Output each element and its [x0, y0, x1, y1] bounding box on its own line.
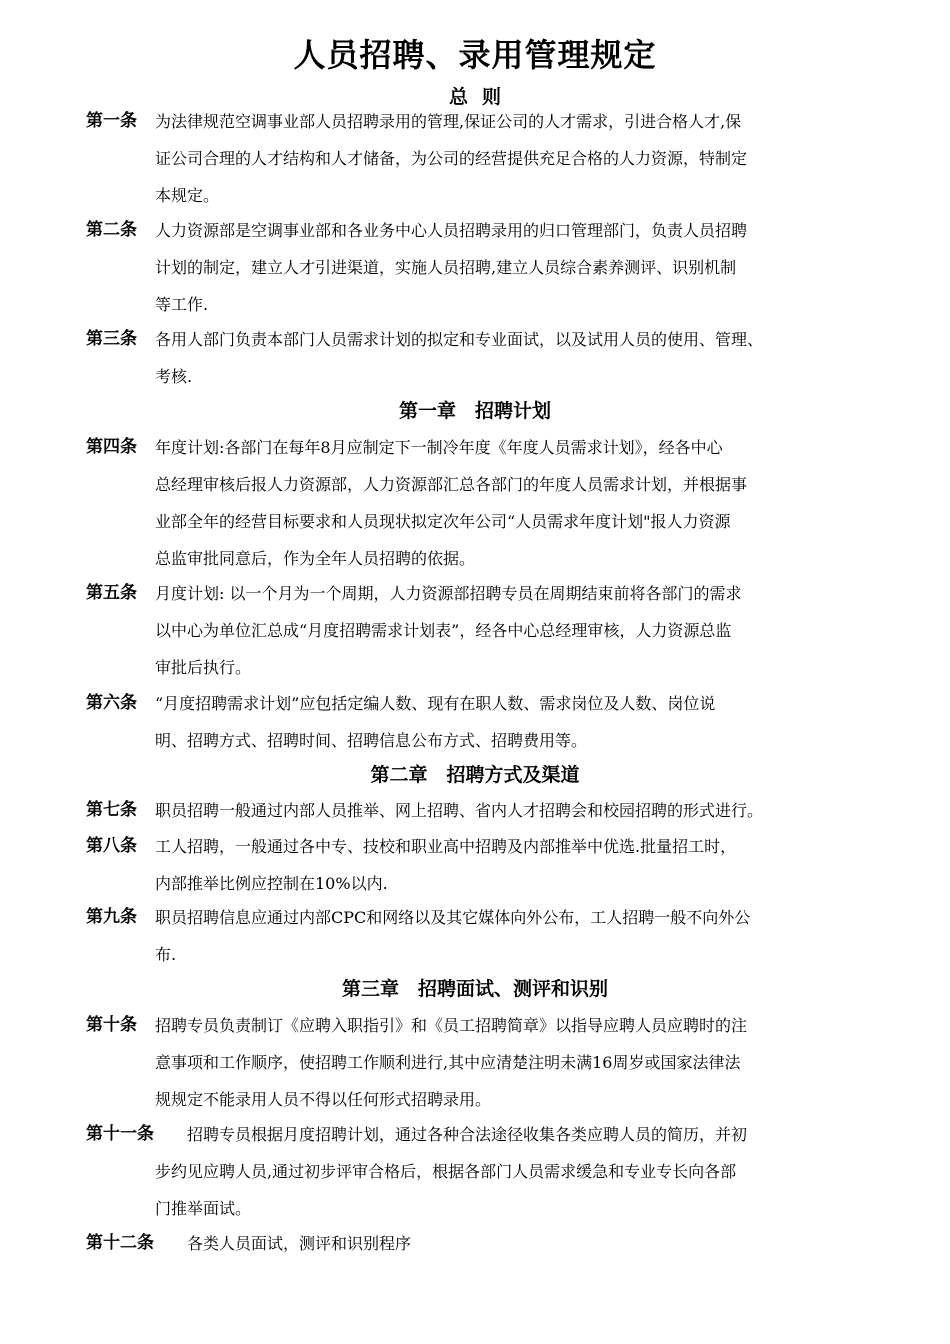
article-label: 第十条: [86, 1015, 137, 1035]
article-text-line: 内部推举比例应控制在10%以内.: [155, 874, 388, 893]
article-text-line: 步约见应聘人员,通过初步评审合格后，根据各部门人员需求缓急和专业专长向各部: [155, 1162, 737, 1181]
article-label: 第八条: [86, 836, 137, 856]
article-8: [86, 828, 886, 902]
article-label: 第六条: [86, 693, 137, 713]
article-text-line: “月度招聘需求计划”应包括定编人数、现有在职人数、需求岗位及人数、岗位说: [155, 694, 716, 713]
article-4: [86, 429, 886, 577]
article-5: [86, 575, 886, 686]
article-label: 第四条: [86, 437, 137, 457]
article-text-line: 总经理审核后报人力资源部，人力资源部汇总各部门的年度人员需求计划，并根据事: [155, 475, 748, 494]
article-3: [86, 321, 886, 395]
article-text-line: 证公司合理的人才结构和人才储备，为公司的经营提供充足合格的人力资源，特制定: [155, 149, 748, 168]
article-text-line: 各类人员面试，测评和识别程序: [187, 1234, 412, 1253]
article-9: [86, 899, 886, 973]
article-label: 第十一条: [86, 1124, 154, 1144]
document-title: 人员招聘、录用管理规定: [293, 36, 657, 74]
article-text-line: 明、招聘方式、招聘时间、招聘信息公布方式、招聘费用等。: [155, 731, 588, 750]
article-text-line: 布.: [155, 945, 177, 964]
article-label: 第三条: [86, 329, 137, 349]
article-text-line: 各用人部门负责本部门人员需求计划的拟定和专业面试，以及试用人员的使用、管理、: [155, 330, 764, 349]
article-label: 第五条: [86, 583, 137, 603]
article-2: [86, 212, 886, 323]
article-text-line: 意事项和工作顺序，使招聘工作顺利进行,其中应清楚注明未满16周岁或国家法律法: [155, 1053, 741, 1072]
article-text-line: 总监审批同意后，作为全年人员招聘的依据。: [155, 549, 476, 568]
article-7: [86, 792, 886, 829]
article-text-line: 为法律规范空调事业部人员招聘录用的管理,保证公司的人才需求，引进合格人才,保: [155, 112, 742, 131]
article-text-line: 规规定不能录用人员不得以任何形式招聘录用。: [155, 1090, 492, 1109]
article-text-line: 招聘专员根据月度招聘计划，通过各种合法途径收集各类应聘人员的简历，并初: [187, 1125, 748, 1144]
article-text-line: 考核.: [155, 367, 193, 386]
article-text-line: 以中心为单位汇总成“月度招聘需求计划表”，经各中心总经理审核，人力资源总监: [155, 621, 732, 640]
article-text-line: 职员招聘一般通过内部人员推举、网上招聘、省内人才招聘会和校园招聘的形式进行。: [155, 801, 764, 820]
article-text-line: 招聘专员负责制订《应聘入职指引》和《员工招聘简章》以指导应聘人员应聘时的注: [155, 1016, 748, 1035]
article-label: 第二条: [86, 220, 137, 240]
article-label: 第一条: [86, 111, 137, 131]
article-text-line: 计划的制定，建立人才引进渠道，实施人员招聘,建立人员综合素养测评、识别机制: [155, 258, 737, 277]
article-text-line: 工人招聘，一般通过各中专、技校和职业高中招聘及内部推举中优选.批量招工时，: [155, 837, 737, 856]
article-label: 第七条: [86, 800, 137, 820]
chapter-2-heading: 第二章 招聘方式及渠道: [370, 764, 580, 786]
article-label: 第九条: [86, 907, 137, 927]
article-text-line: 业部全年的经营目标要求和人员现状拟定次年公司“人员需求年度计划"报人力资源: [155, 512, 731, 531]
article-text-line: 等工作.: [155, 295, 209, 314]
chapter-1-heading: 第一章 招聘计划: [398, 400, 551, 422]
article-label: 第十二条: [86, 1233, 154, 1253]
article-6: [86, 685, 886, 759]
article-12: [86, 1225, 886, 1262]
article-text-line: 门推举面试。: [155, 1199, 252, 1218]
section-heading-general: 总则: [448, 86, 515, 108]
article-10: [86, 1007, 886, 1118]
article-text-line: 审批后执行。: [155, 658, 252, 677]
article-text-line: 年度计划:各部门在每年8月应制定下一制冷年度《年度人员需求计划》，经各中心: [155, 438, 723, 457]
article-text-line: 月度计划: 以一个月为一个周期，人力资源部招聘专员在周期结束前将各部门的需求: [155, 584, 742, 603]
chapter-3-heading: 第三章 招聘面试、测评和识别: [341, 978, 608, 1000]
article-text-line: 本规定。: [155, 186, 220, 205]
article-text-line: 人力资源部是空调事业部和各业务中心人员招聘录用的归口管理部门，负责人员招聘: [155, 221, 748, 240]
article-1: [86, 103, 886, 214]
article-11: [86, 1116, 886, 1227]
article-text-line: 职员招聘信息应通过内部CPC和网络以及其它媒体向外公布，工人招聘一般不向外公: [155, 908, 751, 927]
